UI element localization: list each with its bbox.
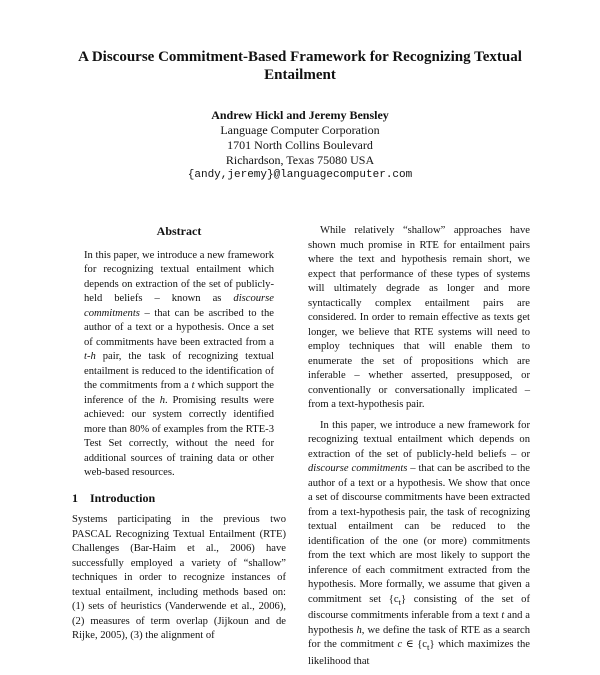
author-names: Andrew Hickl and Jeremy Bensley bbox=[211, 108, 389, 122]
address-city: Richardson, Texas 75080 USA bbox=[225, 153, 375, 167]
body-paragraph-2: In this paper, we introduce a new framework for recognizing textual entailment which depends on extraction of the set of publicly-held beliefs – or discourse commitments – that can be ascribed to the author of a text or a hypothesis. We show that once a set of discourse commitments have been extracted from a text-hypothesis pair, the task of recognizing textual entailment can be reduced to the identification of the one (or more) commitments from the text which are most likely to support the inference of each commitment extracted from the hypothesis. More formally, we assume that given a commitment set $\{c_t\}$ consisting of the set of discourse commitments inferable from a text t and a hypothesis h, we define the task of RTE as a search for the commitment c ∈ $\{c_t\}$ which maximizes the likelihood that bbox=[308, 419, 530, 667]
introduction-paragraph: Systems participating in the previous two PASCAL Recognizing Textual Entailment (RTE) Challenges (Bar-Haim et al., 2006) have successfully employed a variety of “shallow” techniques in order to recognize instances of textual entailment, including methods based on: (1) sets of heuristics (Vanderwende et al., 2006), (2) measures of term overlap (Jijkoun and de Rijke, 2005), (3) the alignment of bbox=[72, 514, 286, 641]
left-column bbox=[72, 224, 286, 650]
paper-title: A Discourse Commitment-Based Framework for Recognizing Textual Entailment bbox=[78, 49, 522, 83]
section-title: Introduction bbox=[90, 490, 156, 505]
affiliation: Language Computer Corporation bbox=[220, 123, 380, 137]
introduction-heading bbox=[72, 491, 286, 506]
body-paragraph-1: While relatively “shallow” approaches have shown much promise in RTE for entailment pairs where the text and hypothesis remain short, we expect that performance of these types of systems will ultimately degrade as longer and more syntactically complex entailment pairs are considered. In order to remain effective as texts get longer, we believe that RTE systems will need to employ techniques that will enable them to enumerate the set of propositions which are inferable – whether asserted, presupposed, or conventionally or conversationally implicated – from a text-hypothesis pair. bbox=[308, 225, 530, 410]
author-block bbox=[100, 108, 500, 183]
author-email: {andy,jeremy}@languagecomputer.com bbox=[187, 169, 413, 181]
right-column bbox=[308, 224, 530, 675]
address-street: 1701 North Collins Boulevard bbox=[227, 138, 373, 152]
abstract-text: In this paper, we introduce a new framework for recognizing textual entailment which depends on extraction of the set of publicly-held beliefs – known as discourse commitments – that can be ascribed to the author of a text or a hypothesis. Once a set of commitments have been extracted from a t-h pair, the task of recognizing textual entailment is reduced to the identification of the commitments from a t which support the inference of the h. Promising results were achieved: our system correctly identified more than 80% of examples from the RTE-3 Test Set correctly, without the need for additional sources of training data or other web-based resources. bbox=[84, 249, 274, 478]
section-number: 1 bbox=[72, 490, 78, 505]
abstract-heading: Abstract bbox=[156, 224, 202, 238]
